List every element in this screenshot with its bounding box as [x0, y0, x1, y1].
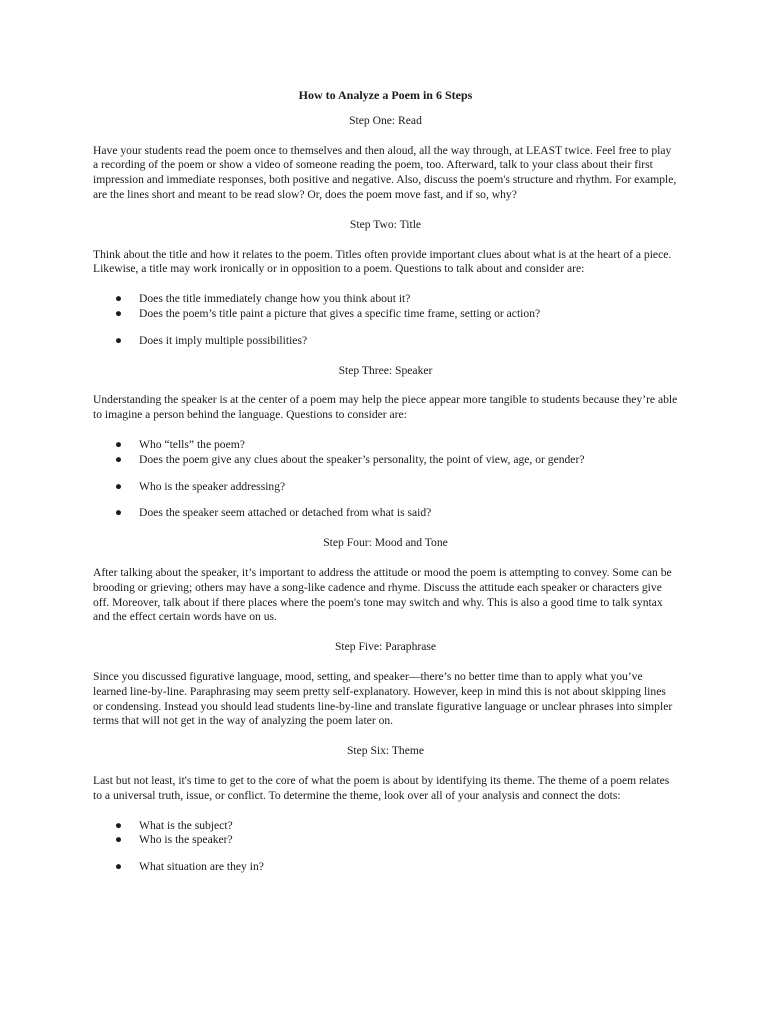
step-two-bullet-list	[93, 292, 678, 348]
bullet-icon: ●	[115, 437, 123, 451]
list-item-text: Who is the speaker?	[139, 833, 233, 847]
list-item	[93, 438, 678, 453]
bullet-icon: ●	[115, 506, 123, 520]
bullet-icon: ●	[115, 860, 123, 874]
list-item	[93, 453, 678, 468]
list-item-text: Does the poem’s title paint a picture that gives a specific time frame, setting or action?	[139, 306, 541, 320]
step-four-heading: Step Four: Mood and Tone	[323, 536, 448, 550]
bullet-icon: ●	[115, 479, 123, 493]
step-two-heading: Step Two: Title	[349, 217, 422, 231]
step-one-heading: Step One: Read	[349, 113, 422, 127]
list-item	[93, 860, 678, 875]
list-item-text: Who “tells” the poem?	[139, 437, 245, 451]
step-three-heading: Step Three: Speaker	[338, 363, 433, 377]
step-three-bullet-list	[93, 438, 678, 521]
step-two-paragraph: Think about the title and how it relates to the poem. Titles often provide important clues about what is at the heart of a piece. Likewise, a title may work ironically or in opposition to a poem. Questions to talk about and consider are:	[93, 247, 672, 276]
step-one-paragraph: Have your students read the poem once to themselves and then aloud, all the way through, at LEAST twice. Feel free to play a recording of the poem or show a video of someone reading the poem, too. Afterward, talk to your class about their first impression and immediate responses, both positive and negative. Also, discuss the poem's structure and rhythm. For example, are the lines short and meant to be read slow? Or, does the poem move fast, and if so, why?	[93, 143, 677, 201]
step-five-heading: Step Five: Paraphrase	[334, 640, 437, 654]
list-item-text: What situation are they in?	[139, 860, 264, 874]
step-five-paragraph: Since you discussed figurative language, mood, setting, and speaker—there’s no better time than to apply what you’ve learned line-by-line. Paraphrasing may seem pretty self-explanatory. However, keep in mind this is not about skipping lines or condensing. Instead you should lead students line-by-line and translate figurative language or unclear phrases into simpler terms that will not get in the way of analyzing the poem later on.	[93, 669, 673, 728]
list-item-text: Does the speaker seem attached or detached from what is said?	[139, 506, 432, 520]
bullet-icon: ●	[115, 818, 123, 832]
list-item	[93, 819, 678, 834]
list-item-text: Does it imply multiple possibilities?	[139, 333, 308, 347]
list-item	[93, 334, 678, 349]
list-item-text: Who is the speaker addressing?	[139, 479, 286, 493]
bullet-icon: ●	[115, 333, 123, 347]
step-six-paragraph: Last but not least, it's time to get to the core of what the poem is about by identifying its theme. The theme of a poem relates to a universal truth, issue, or conflict. To determine the theme, look over all of your analysis and connect the dots:	[93, 773, 670, 802]
step-six-bullet-list	[93, 819, 678, 875]
document-title: How to Analyze a Poem in 6 Steps	[298, 88, 473, 102]
step-three-paragraph: Understanding the speaker is at the center of a poem may help the piece appear more tangible to students because they’re able to imagine a person behind the language. Questions to consider are:	[93, 393, 678, 422]
bullet-icon: ●	[115, 292, 123, 306]
step-six-heading: Step Six: Theme	[346, 744, 425, 758]
list-item	[93, 506, 678, 521]
list-item-text: Does the title immediately change how you think about it?	[139, 292, 411, 306]
bullet-icon: ●	[115, 306, 123, 320]
list-item-text: What is the subject?	[139, 818, 233, 832]
list-item	[93, 307, 678, 322]
document-page	[93, 88, 678, 890]
bullet-icon: ●	[115, 452, 123, 466]
bullet-icon: ●	[115, 833, 123, 847]
list-item	[93, 833, 678, 848]
list-item-text: Does the poem give any clues about the speaker’s personality, the point of view, age, or gender?	[139, 452, 585, 466]
list-item	[93, 480, 678, 495]
step-four-paragraph: After talking about the speaker, it’s important to address the attitude or mood the poem is attempting to convey. Some can be brooding or grieving; others may have a song-like cadence and rhyme. Discuss the attitude each speaker or characters give off. Moreover, talk about if there places where the poem's tone may switch and why. This is also a good time to talk syntax and the effect certain words have on us.	[93, 565, 672, 624]
list-item	[93, 292, 678, 307]
